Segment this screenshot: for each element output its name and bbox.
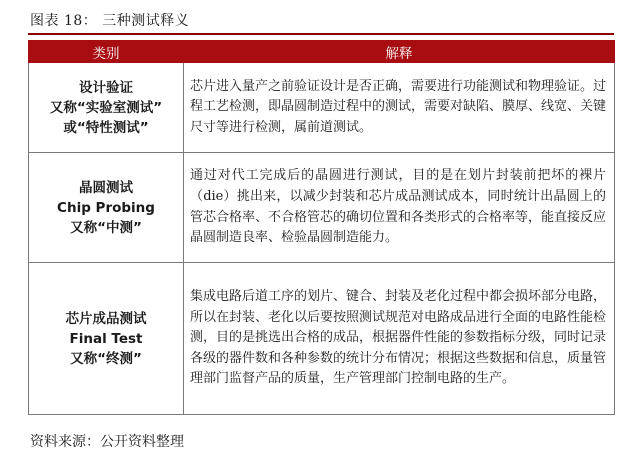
test-types-table [28,40,615,415]
header-category: 类别 [29,41,184,63]
header-explanation: 解释 [184,41,615,63]
table-row-final-test [29,263,615,415]
category-alias: 又称“终测” [70,350,142,367]
category-cell [29,63,184,153]
description-cell: 集成电路后道工序的划片、键合、封装及老化过程中都会损坏部分电路，所以在封装、老化以后要按照测试规范对电路成品进行全面的电路性能检测，目的是挑选出合格的成品，根据器件性能的参数指标分级，同时记录各级的器件数和各种参数的统计分布情况；根据这些数据和信息，质量管理部门监督产品的质量，生产管理部门控制电路的生产。 [184,263,615,415]
category-cell [29,153,184,263]
category-alias: 又称“中测” [70,219,142,236]
category-english: Final Test [69,330,143,347]
category-alias: 又称“实验室测试” [49,99,163,116]
description-cell: 芯片进入量产之前验证设计是否正确，需要进行功能测试和物理验证。过程工艺检测，即晶圆制造过程中的测试，需要对缺陷、膜厚、线宽、关键尺寸等进行检测，属前道测试。 [184,63,615,153]
source-note: 资料来源：公开资料整理 [30,434,184,450]
category-cell [29,263,184,415]
figure-caption: 图表 18： 三种测试释义 [30,13,190,29]
table-row-chip-probing [29,153,615,263]
category-name: 设计验证 [79,79,133,96]
table-header-row [29,41,615,63]
description-cell: 通过对代工完成后的晶圆进行测试，目的是在划片封装前把坏的裸片（die）挑出来，以减少封装和芯片成品测试成本，同时统计出晶圆上的管芯合格率、不合格管芯的确切位置和各类形式的合格率等，能直接反应晶圆制造良率、检验晶圆制造能力。 [184,153,615,263]
category-name: 芯片成品测试 [65,310,147,327]
table-row-design-verification [29,63,615,153]
category-name: 晶圆测试 [79,179,133,196]
caption-divider [28,33,614,35]
category-english: Chip Probing [57,199,155,216]
category-alias-2: 或“特性测试” [63,119,149,136]
